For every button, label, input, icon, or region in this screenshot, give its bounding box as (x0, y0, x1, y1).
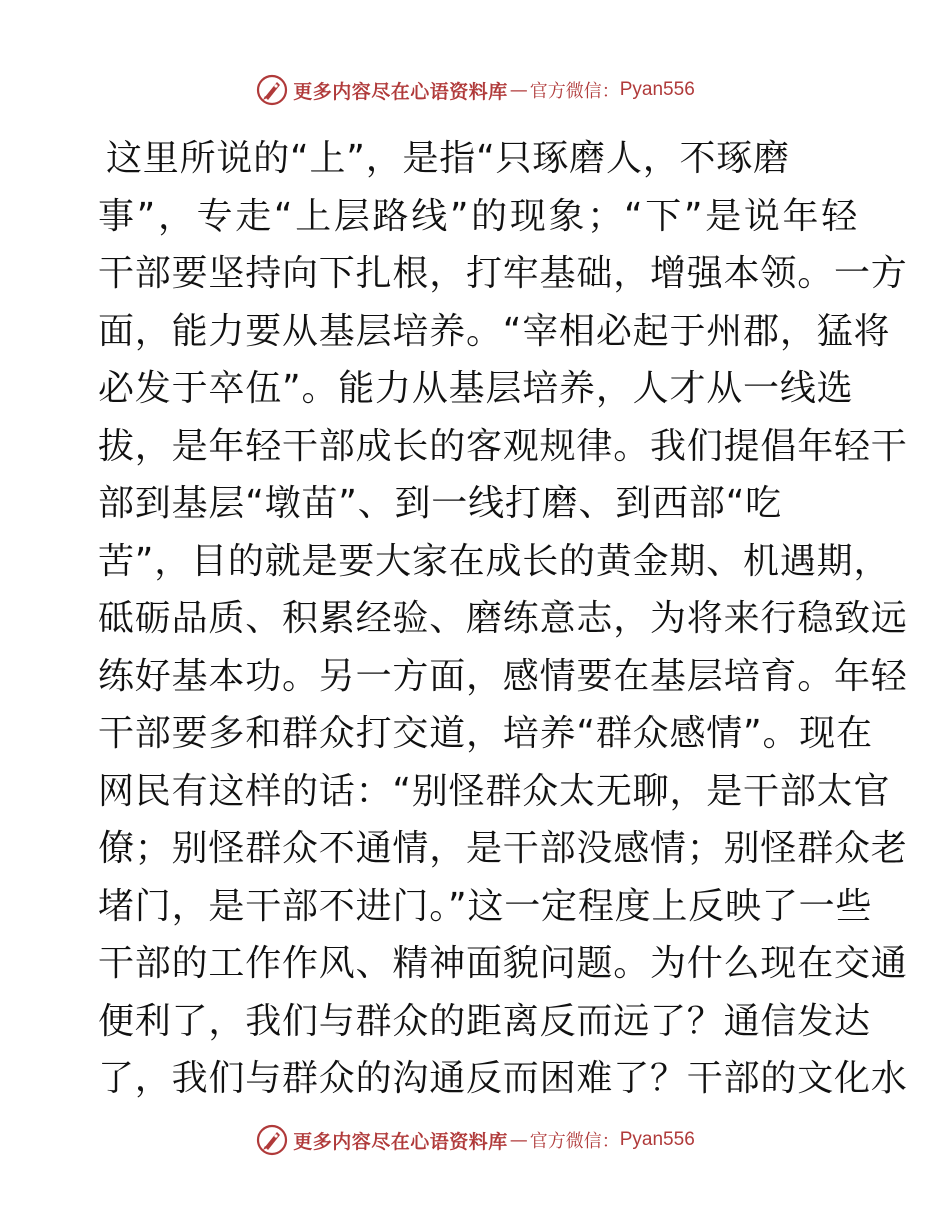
footer-watermark-banner (0, 1122, 950, 1158)
header-watermark-banner (0, 72, 950, 108)
text-line: 练好基本功。另一方面，感情要在基层培育。年轻 (98, 655, 908, 697)
banner-title: 更多内容尽在心语资料库 (293, 1130, 508, 1153)
banner-separator: — (509, 1129, 528, 1151)
banner-wechat-label: 官方微信： (529, 81, 620, 102)
text-line: 苦”，目的就是要大家在成长的黄金期、机遇期， (98, 540, 891, 582)
text-line: 拔，是年轻干部成长的客观规律。我们提倡年轻干 (98, 425, 908, 467)
text-line: 部到基层“墩苗”、到一线打磨、到西部“吃 (98, 483, 782, 524)
text-line: 事”，专走“上层路线”的现象；“下”是说年轻 (98, 195, 858, 237)
text-line: 干部的工作作风、精神面貌问题。为什么现在交通 (98, 943, 908, 984)
pen-nib-circle-icon (255, 1123, 289, 1157)
banner-wechat-id: Pyan556 (619, 79, 695, 100)
text-line: 砥砺品质、积累经验、磨练意志，为将来行稳致远 (98, 598, 908, 639)
banner-separator: — (509, 79, 528, 101)
text-line: 网民有这样的话：“别怪群众太无聊，是干部太官 (98, 770, 891, 812)
text-line: 必发于卒伍”。能力从基层培养，人才从一线选 (98, 368, 854, 409)
text-line: 了，我们与群众的沟通反而困难了？干部的文化水 (98, 1058, 908, 1099)
text-line: 干部要多和群众打交道，培养“群众感情”。现在 (98, 713, 873, 754)
text-line: 僚；别怪群众不通情，是干部没感情；别怪群众老 (98, 828, 908, 869)
pen-nib-circle-icon (255, 73, 289, 107)
text-line: 堵门，是干部不进门。”这一定程度上反映了一些 (98, 885, 873, 927)
text-line: 面，能力要从基层培养。“宰相必起于州郡，猛将 (98, 310, 891, 352)
document-body (98, 130, 908, 1108)
banner-wechat-id: Pyan556 (619, 1129, 695, 1150)
text-line: 便利了，我们与群众的距离反而远了？通信发达 (98, 1000, 871, 1042)
text-line: 这里所说的“上”，是指“只琢磨人，不琢磨 (106, 138, 790, 179)
banner-title: 更多内容尽在心语资料库 (293, 80, 508, 103)
banner-wechat-label: 官方微信： (529, 1131, 620, 1152)
text-line: 干部要坚持向下扎根，打牢基础，增强本领。一方 (98, 253, 908, 294)
